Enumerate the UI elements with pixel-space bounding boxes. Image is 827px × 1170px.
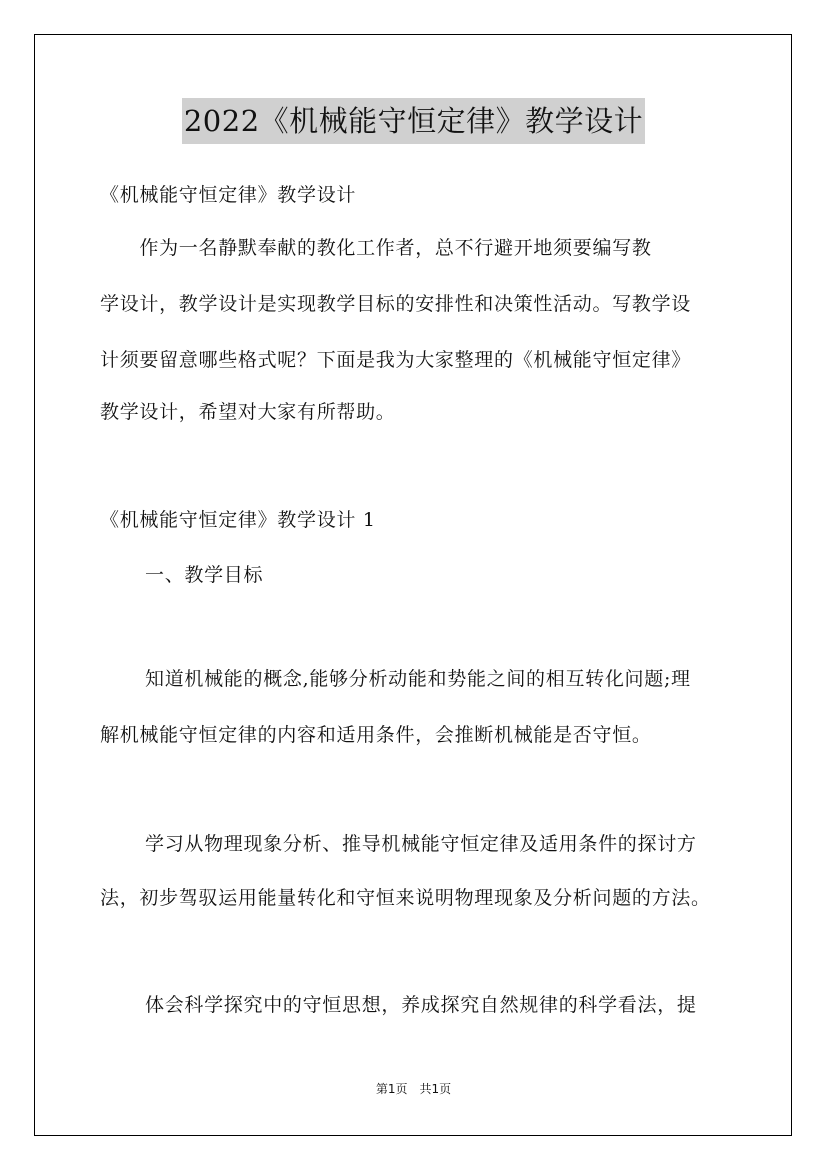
paragraph-line: 知道机械能的概念,能够分析动能和势能之间的相互转化问题;理 [145, 668, 691, 690]
document-title: 2022《机械能守恒定律》教学设计 [182, 98, 645, 144]
intro-line: 作为一名静默奉献的教化工作者，总不行避开地须要编写教 [100, 237, 652, 259]
intro-line: 计须要留意哪些格式呢？下面是我为大家整理的《机械能守恒定律》 [100, 349, 692, 371]
page-footer: 第1页 共1页 [375, 1082, 452, 1096]
paragraph-line: 体会科学探究中的守恒思想，养成探究自然规律的科学看法，提 [145, 994, 697, 1016]
paragraph-line: 学习从物理现象分析、推导机械能守恒定律及适用条件的探讨方 [145, 833, 697, 855]
title-container [0, 98, 827, 144]
objectives-heading: 一、教学目标 [145, 564, 264, 586]
document-subtitle: 《机械能守恒定律》教学设计 [100, 184, 357, 206]
paragraph-line: 解机械能守恒定律的内容和适用条件，会推断机械能是否守恒。 [100, 724, 652, 746]
paragraph-line: 法，初步驾驭运用能量转化和守恒来说明物理现象及分析问题的方法。 [100, 887, 711, 909]
intro-line: 学设计，教学设计是实现教学目标的安排性和决策性活动。写教学设 [100, 293, 692, 315]
section-heading: 《机械能守恒定律》教学设计 1 [100, 509, 376, 531]
intro-line: 教学设计，希望对大家有所帮助。 [100, 401, 396, 423]
